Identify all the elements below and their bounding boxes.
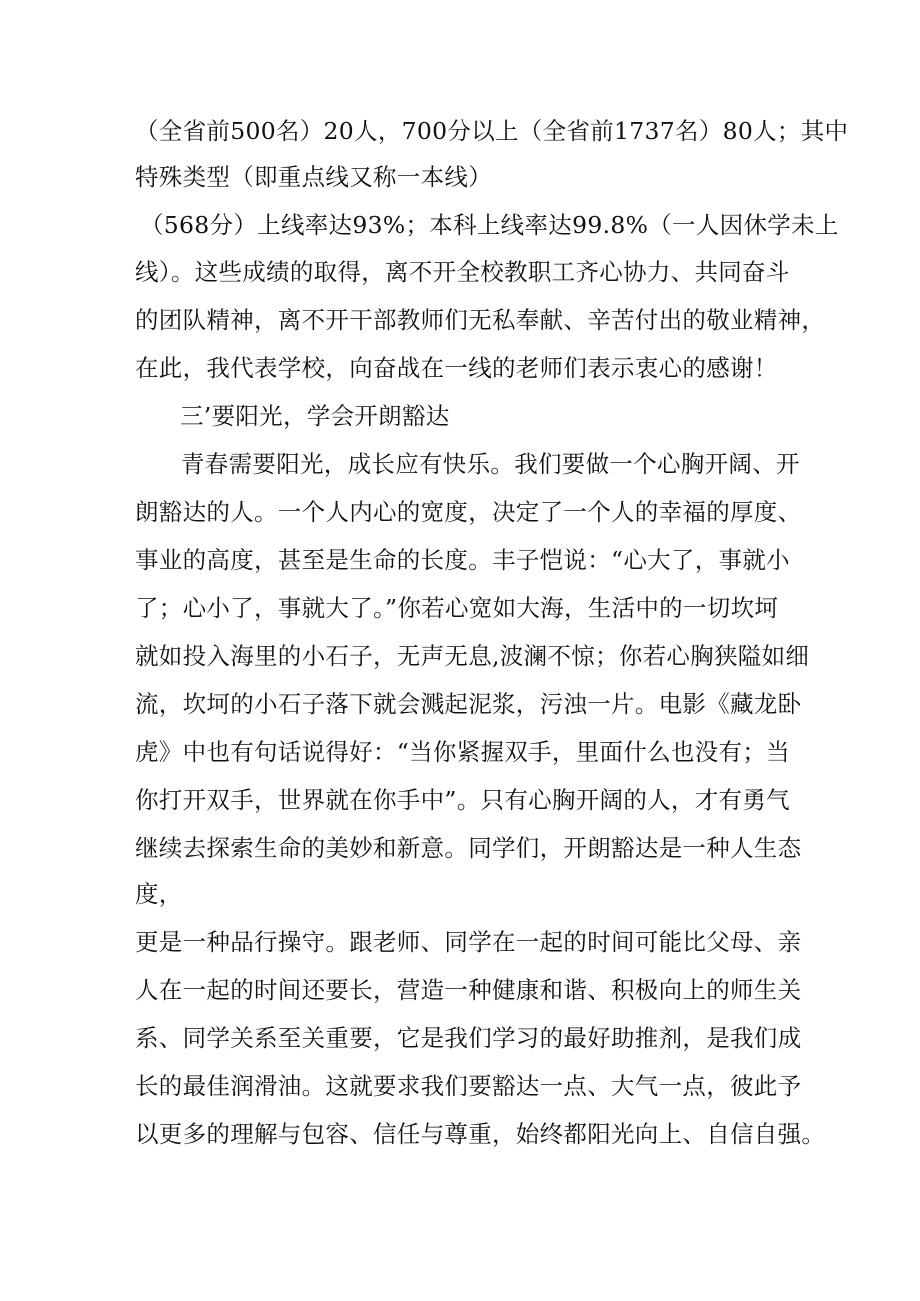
text-line: 在此，我代表学校，向奋战在一线的老师们表示衷心的感谢！ bbox=[135, 354, 778, 382]
text-line: （568分）上线率达93%；本科上线率达99.8%（一人因休学未上 bbox=[140, 211, 839, 239]
text-line: 你打开双手，世界就在你手中”。只有心胸开阔的人，才有勇气 bbox=[135, 786, 790, 814]
text-line: 度， bbox=[135, 880, 183, 908]
text-line: 了；心小了，事就大了。”你若心宽如大海，生活中的一切坎坷 bbox=[135, 594, 779, 622]
text-line: 事业的高度，甚至是生命的长度。丰子恺说：“心大了，事就小 bbox=[135, 546, 790, 574]
section-heading: 三’要阳光，学会开朗豁达 bbox=[180, 402, 450, 430]
text-line: 虎》中也有句话说得好：“当你紧握双手，里面什么也没有；当 bbox=[135, 738, 790, 766]
text-line: 青春需要阳光，成长应有快乐。我们要做一个心胸开阔、开 bbox=[181, 450, 800, 478]
text-line: 更是一种品行操守。跟老师、同学在一起的时间可能比父母、亲 bbox=[135, 928, 802, 956]
text-line: 系、同学关系至关重要，它是我们学习的最好助推剂，是我们成 bbox=[135, 1024, 802, 1052]
text-line: 特殊类型（即重点线又称一本线） bbox=[135, 163, 492, 191]
text-line: 人在一起的时间还要长，营造一种健康和谐、积极向上的师生关 bbox=[135, 976, 802, 1004]
text-line: 以更多的理解与包容、信任与尊重，始终都阳光向上、自信自强。 bbox=[135, 1120, 826, 1148]
text-line: 流，坎坷的小石子落下就会溅起泥浆，污浊一片。电影《藏龙卧 bbox=[135, 690, 802, 718]
text-line: （全省前500名）20人，700分以上（全省前1737名）80人；其中 bbox=[135, 117, 849, 145]
text-line: 的团队精神，离不开干部教师们无私奉献、辛苦付出的敬业精神， bbox=[135, 306, 826, 334]
text-line: 线）。这些成绩的取得，离不开全校教职工齐心协力、共同奋斗 bbox=[135, 258, 790, 286]
text-line: 长的最佳润滑油。这就要求我们要豁达一点、大气一点，彼此予 bbox=[135, 1072, 802, 1100]
text-line: 就如投入海里的小石子，无声无息,波澜不惊；你若心胸狭隘如细 bbox=[135, 642, 810, 670]
text-line: 朗豁达的人。一个人内心的宽度，决定了一个人的幸福的厚度、 bbox=[135, 498, 802, 526]
text-line: 继续去探索生命的美妙和新意。同学们，开朗豁达是一种人生态 bbox=[135, 834, 802, 862]
